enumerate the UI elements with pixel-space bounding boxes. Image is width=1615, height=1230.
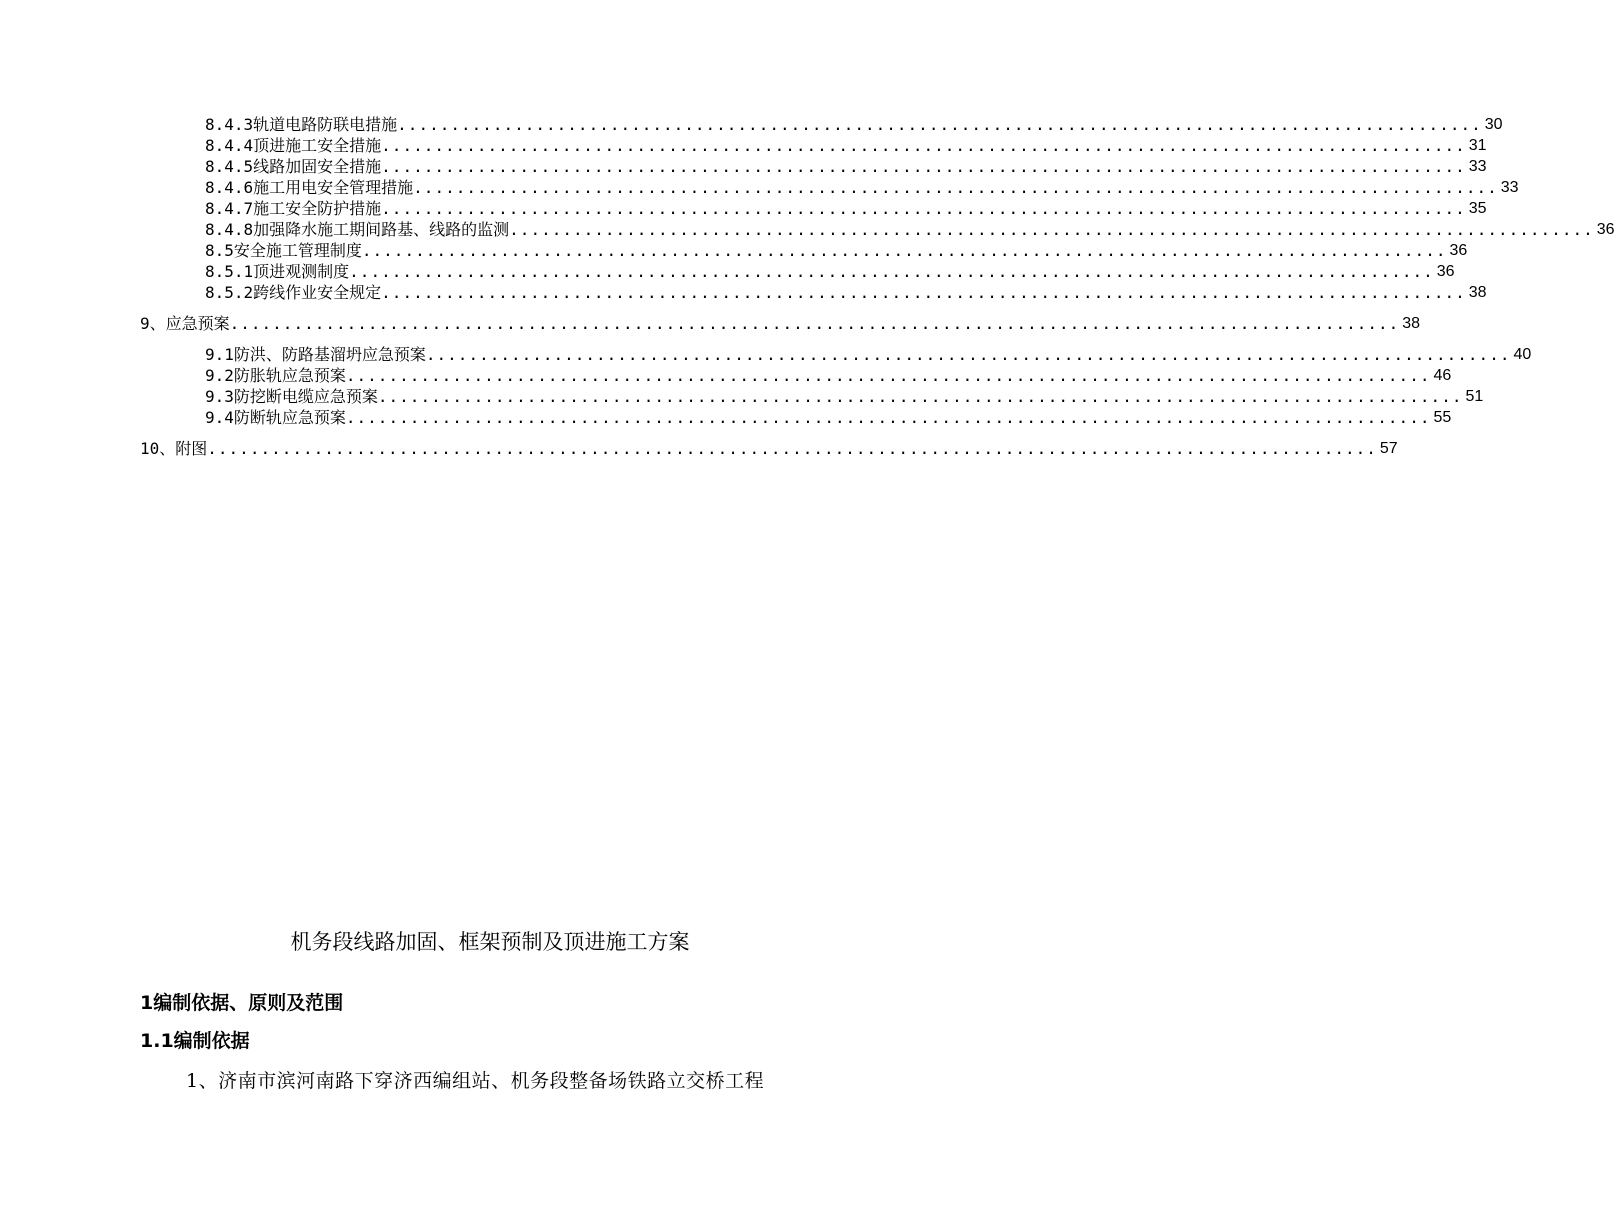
toc-entry-page: 38 bbox=[1468, 284, 1487, 301]
toc-leader-dots: ...................................................................................................... bbox=[509, 220, 1594, 239]
toc-entry-title: 8.4.7施工安全防护措施 bbox=[205, 199, 382, 218]
toc-entry-title: 9、应急预案 bbox=[140, 314, 230, 333]
toc-entry[interactable] bbox=[205, 240, 1468, 261]
toc-entry-page: 36 bbox=[1436, 263, 1455, 280]
toc-entry[interactable] bbox=[205, 177, 1519, 198]
toc-entry[interactable] bbox=[205, 282, 1487, 303]
toc-entry-title: 9.4防断轨应急预案 bbox=[205, 408, 346, 427]
toc-leader-dots: .............................................................................................................. bbox=[207, 439, 1377, 458]
toc-entry-title: 9.1防洪、防路基溜坍应急预案 bbox=[205, 345, 426, 364]
toc-entry[interactable] bbox=[205, 198, 1487, 219]
toc-entry-title: 8.4.5线路加固安全措施 bbox=[205, 157, 382, 176]
toc-entry[interactable] bbox=[205, 114, 1503, 135]
toc-entry-page: 40 bbox=[1513, 346, 1532, 363]
toc-entry-title: 8.4.4顶进施工安全措施 bbox=[205, 136, 382, 155]
toc-leader-dots: ...................................................................................................... bbox=[349, 262, 1434, 281]
toc-leader-dots: ...................................................................................................... bbox=[361, 241, 1447, 260]
toc-entry-page: 36 bbox=[1449, 242, 1468, 259]
toc-entry[interactable] bbox=[205, 386, 1484, 407]
toc-leader-dots: ...................................................................................................... bbox=[397, 115, 1482, 134]
toc-entry-page: 33 bbox=[1468, 158, 1487, 175]
toc-entry[interactable] bbox=[140, 438, 1398, 459]
toc-entry-page: 33 bbox=[1500, 179, 1519, 196]
subsection-heading: 1.1编制依据 bbox=[140, 1030, 250, 1052]
toc-entry-page: 46 bbox=[1433, 367, 1452, 384]
toc-leader-dots: ...................................................................................................... bbox=[381, 157, 1466, 176]
toc-entry-page: 31 bbox=[1468, 137, 1487, 154]
toc-entry-title: 8.5.2跨线作业安全规定 bbox=[205, 283, 382, 302]
toc-leader-dots: ...................................................................................................... bbox=[381, 136, 1466, 155]
toc-entry[interactable] bbox=[205, 135, 1487, 156]
toc-entry-page: 38 bbox=[1402, 315, 1421, 332]
toc-entry[interactable] bbox=[205, 407, 1452, 428]
toc-entry-page: 30 bbox=[1484, 116, 1503, 133]
toc-entry[interactable] bbox=[205, 365, 1452, 386]
toc-entry-page: 55 bbox=[1433, 409, 1452, 426]
toc-entry[interactable] bbox=[140, 313, 1421, 334]
toc-entry[interactable] bbox=[205, 219, 1615, 240]
body-paragraph: 1、济南市滨河南路下穿济西编组站、机务段整备场铁路立交桥工程 bbox=[186, 1070, 765, 1092]
toc-entry-title: 10、附图 bbox=[140, 439, 208, 458]
document-title: 机务段线路加固、框架预制及顶进施工方案 bbox=[290, 930, 690, 954]
toc-entry-page: 51 bbox=[1465, 388, 1484, 405]
toc-leader-dots: ...................................................................................................... bbox=[381, 283, 1466, 302]
toc-entry[interactable] bbox=[205, 344, 1532, 365]
section-heading: 1编制依据、原则及范围 bbox=[140, 992, 344, 1014]
toc-entry-page: 36 bbox=[1596, 221, 1615, 238]
toc-entry-title: 9.2防胀轨应急预案 bbox=[205, 366, 346, 385]
toc-leader-dots: ...................................................................................................... bbox=[345, 366, 1431, 385]
toc-leader-dots: ...................................................................................................... bbox=[377, 387, 1463, 406]
toc-entry-title: 8.5安全施工管理制度 bbox=[205, 241, 362, 260]
toc-leader-dots: ...................................................................................................... bbox=[413, 178, 1498, 197]
toc-leader-dots: ...................................................................................................... bbox=[381, 199, 1466, 218]
toc-leader-dots: ...................................................................................................... bbox=[345, 408, 1431, 427]
toc-entry-title: 8.4.3轨道电路防联电措施 bbox=[205, 115, 398, 134]
toc-entry[interactable] bbox=[205, 156, 1487, 177]
toc-entry-title: 8.4.6施工用电安全管理措施 bbox=[205, 178, 414, 197]
toc-entry-title: 8.4.8加强降水施工期间路基、线路的监测 bbox=[205, 220, 510, 239]
toc-leader-dots: ...................................................................................................... bbox=[425, 345, 1511, 364]
toc-entry-page: 57 bbox=[1379, 440, 1398, 457]
toc-leader-dots: .............................................................................................................. bbox=[229, 314, 1400, 333]
toc-entry-title: 9.3防挖断电缆应急预案 bbox=[205, 387, 378, 406]
toc-entry-page: 35 bbox=[1468, 200, 1487, 217]
toc-entry[interactable] bbox=[205, 261, 1455, 282]
toc-entry-title: 8.5.1顶进观测制度 bbox=[205, 262, 350, 281]
